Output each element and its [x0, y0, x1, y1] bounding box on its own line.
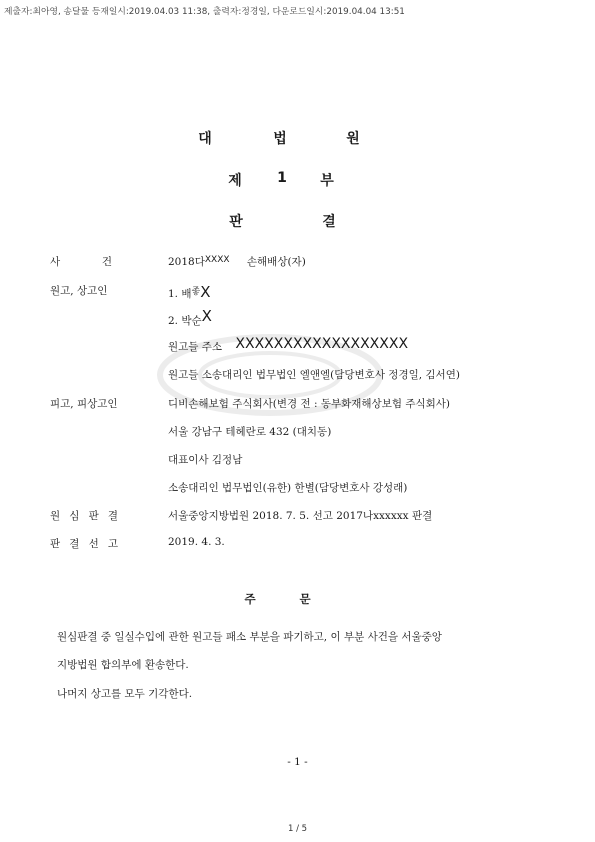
case-number: 2018다: [168, 256, 205, 268]
page-number: - 1 -: [287, 756, 308, 768]
judgment-date-value: 2019. 4. 3.: [168, 536, 225, 548]
judgment-date-label: 판 결 선 고: [50, 538, 118, 550]
order-line-3: 나머지 상고를 모두 기각한다.: [57, 688, 193, 700]
defendant-name: 디비손해보험 주식회사(변경 전 : 동부화재해상보험 주식회사): [168, 398, 450, 410]
plaintiff-address-mask: XXXXXXXXXXXXXXXXXX: [235, 336, 409, 352]
order-line-2: 지방법원 합의부에 환송한다.: [57, 659, 189, 671]
plaintiff-1-partial: 좋: [191, 287, 201, 297]
defendant-ceo: 대표이사 김정남: [168, 454, 243, 466]
case-label: 사 건: [50, 256, 112, 268]
plaintiff-2-mask: X: [201, 307, 212, 325]
plaintiff-1-mask: X: [200, 283, 211, 301]
defendant-row: [0, 396, 595, 412]
lower-judgment-row: [0, 508, 595, 524]
lower-judgment-value: 서울중앙지방법원 2018. 7. 5. 선고 2017나xxxxxx 판결: [168, 510, 433, 522]
defendant-address: 서울 강남구 테헤란로 432 (대치동): [168, 426, 332, 438]
judgment-date-row: [0, 536, 595, 552]
defendant-ceo-row: [0, 452, 595, 468]
plaintiff-row-1: [0, 283, 595, 299]
court-char-3: 원: [346, 131, 360, 147]
plaintiff-row-2: [0, 307, 595, 327]
lower-judgment-label: 원 심 판 결: [50, 510, 118, 522]
division-char-2: 1: [277, 170, 287, 186]
page-footer: 1 / 5: [287, 824, 308, 834]
defendant-counsel: 소송대리인 법무법인(유한) 한별(담당변호사 강성래): [168, 482, 408, 494]
case-value: [168, 254, 306, 269]
defendant-counsel-row: [0, 480, 595, 496]
order-line-1: 원심판결 중 일실수입에 관한 원고들 패소 부분을 파기하고, 이 부분 사건을 서울중앙: [57, 631, 442, 643]
doctype-char-2: 결: [322, 214, 336, 230]
court-char-1: 대: [198, 131, 212, 147]
plaintiff-counsel-row: [0, 367, 595, 383]
division-char-1: 제: [228, 173, 242, 189]
division-char-3: 부: [320, 173, 334, 189]
defendant-address-row: [0, 424, 595, 440]
document-meta-header: 제출자:최아영, 송달물 등재일시:2019.04.03 11:38, 출력자:정경일, 다운로드일시:2019.04.04 13:51: [4, 7, 405, 17]
case-number-mask: XXXX: [204, 255, 230, 265]
plaintiff-address: 원고들 주소 XXXXXXXXXXXXXXXXXX: [168, 336, 409, 353]
order-heading-char-2: 문: [299, 592, 311, 606]
case-name: 손해배상(자): [246, 256, 306, 268]
plaintiff-address-row: [0, 338, 595, 354]
plaintiff-1: 1. 배좋X: [168, 283, 211, 301]
court-char-2: 법: [273, 131, 287, 147]
defendant-label: 피고, 피상고인: [50, 398, 118, 410]
plaintiff-label: 원고, 상고인: [50, 285, 108, 297]
plaintiff-counsel: 원고들 소송대리인 법무법인 엘앤엘(담당변호사 정경일, 김서연): [168, 369, 460, 381]
doctype-char-1: 판: [229, 214, 243, 230]
case-row: [0, 254, 595, 270]
plaintiff-2: 2. 박순X: [168, 307, 212, 327]
order-heading-char-1: 주: [244, 592, 256, 606]
